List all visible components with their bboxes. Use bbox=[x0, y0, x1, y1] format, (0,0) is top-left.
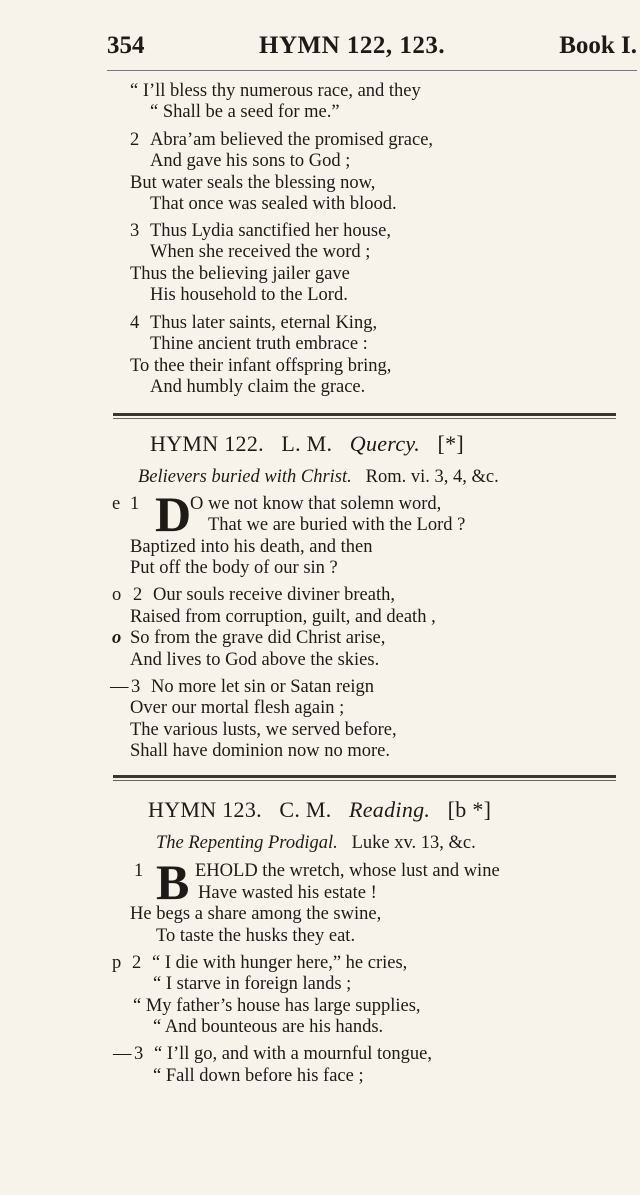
verse-number: 2 bbox=[130, 130, 140, 150]
performance-mark: p bbox=[112, 953, 122, 973]
verse-line: To taste the husks they eat. bbox=[156, 926, 356, 946]
verse-line: “ I’ll bless thy numerous race, and they bbox=[130, 81, 421, 101]
running-title: HYMN 122, 123. bbox=[259, 32, 446, 59]
verse-line: His household to the Lord. bbox=[150, 285, 348, 305]
section-rule bbox=[113, 775, 616, 778]
hymn-122-title: HYMN 122. L. M. Quercy. [*] bbox=[150, 431, 465, 456]
verse-line: So from the grave did Christ arise, bbox=[130, 628, 386, 648]
verse-number: 3 bbox=[131, 677, 141, 697]
verse-line: Shall have dominion now no more. bbox=[130, 741, 390, 761]
header-rule bbox=[107, 70, 637, 71]
verse-line: “ My father’s house has large supplies, bbox=[133, 996, 421, 1016]
page-number: 354 bbox=[107, 32, 145, 59]
verse-line: Thus the believing jailer gave bbox=[130, 264, 350, 284]
verse-line: He begs a share among the swine, bbox=[130, 904, 382, 924]
hymn-123-title: HYMN 123. C. M. Reading. [b *] bbox=[148, 797, 492, 822]
verse-line: When she received the word ; bbox=[150, 242, 371, 262]
verse-line: Put off the body of our sin ? bbox=[130, 558, 338, 578]
performance-mark: o bbox=[112, 585, 122, 605]
verse-line: To thee their infant offspring bring, bbox=[130, 356, 392, 376]
verse-line: 4 Thus later saints, eternal King, bbox=[130, 313, 378, 333]
verse-line: And humbly claim the grace. bbox=[150, 377, 366, 397]
verse-line: And lives to God above the skies. bbox=[130, 650, 380, 670]
verse-line: 2 “ I die with hunger here,” he cries, bbox=[132, 953, 408, 973]
verse-number: 1 bbox=[130, 494, 140, 514]
verse-number: 2 bbox=[133, 585, 143, 605]
running-head bbox=[107, 30, 637, 68]
verse-line: 2 Our souls receive diviner breath, bbox=[133, 585, 395, 605]
verse-number: 2 bbox=[132, 953, 142, 973]
performance-mark: o bbox=[112, 628, 122, 648]
verse-number: 4 bbox=[130, 313, 140, 333]
verse-line: 3 “ I’ll go, and with a mournful tongue, bbox=[134, 1044, 432, 1064]
performance-mark: — bbox=[110, 677, 129, 697]
tune-name: Reading. bbox=[349, 797, 431, 822]
verse-line: The various lusts, we served before, bbox=[130, 720, 397, 740]
verse-number: 3 bbox=[130, 221, 140, 241]
verse-line: And gave his sons to God ; bbox=[150, 151, 351, 171]
performance-mark: — bbox=[113, 1044, 132, 1064]
verse-line: Thine ancient truth embrace : bbox=[150, 334, 368, 354]
book-label: Book I. bbox=[559, 32, 637, 59]
verse-line: “ Fall down before his face ; bbox=[153, 1066, 364, 1086]
verse-line: “ And bounteous are his hands. bbox=[153, 1017, 384, 1037]
verse-line: Have wasted his estate ! bbox=[198, 883, 377, 903]
verse-line: O we not know that solemn word, bbox=[190, 494, 442, 514]
drop-cap: B bbox=[156, 854, 190, 910]
verse-line: “ I starve in foreign lands ; bbox=[153, 974, 352, 994]
verse-line: That once was sealed with blood. bbox=[150, 194, 397, 214]
verse-line: “ Shall be a seed for me.” bbox=[150, 102, 340, 122]
tune-name: Quercy. bbox=[349, 431, 421, 456]
hymn-123-subtitle: The Repenting Prodigal. Luke xv. 13, &c. bbox=[156, 833, 476, 853]
drop-cap: D bbox=[155, 486, 192, 542]
verse-line: EHOLD the wretch, whose lust and wine bbox=[195, 861, 500, 881]
section-rule bbox=[113, 413, 616, 416]
verse-line: That we are buried with the Lord ? bbox=[208, 515, 466, 535]
verse-line: 3 Thus Lydia sanctified her house, bbox=[130, 221, 391, 241]
verse-number: 3 bbox=[134, 1044, 144, 1064]
verse-line: Raised from corruption, guilt, and death , bbox=[130, 607, 436, 627]
performance-mark: e bbox=[112, 494, 121, 514]
hymn-122-subtitle: Believers buried with Christ. Rom. vi. 3, 4, &c. bbox=[138, 467, 499, 487]
verse-line: 3 No more let sin or Satan reign bbox=[131, 677, 374, 697]
verse-line: But water seals the blessing now, bbox=[130, 173, 376, 193]
verse-line: 2 Abra’am believed the promised grace, bbox=[130, 130, 434, 150]
verse-line: Over our mortal flesh again ; bbox=[130, 698, 345, 718]
verse-number: 1 bbox=[134, 861, 144, 881]
verse-line: Baptized into his death, and then bbox=[130, 537, 373, 557]
